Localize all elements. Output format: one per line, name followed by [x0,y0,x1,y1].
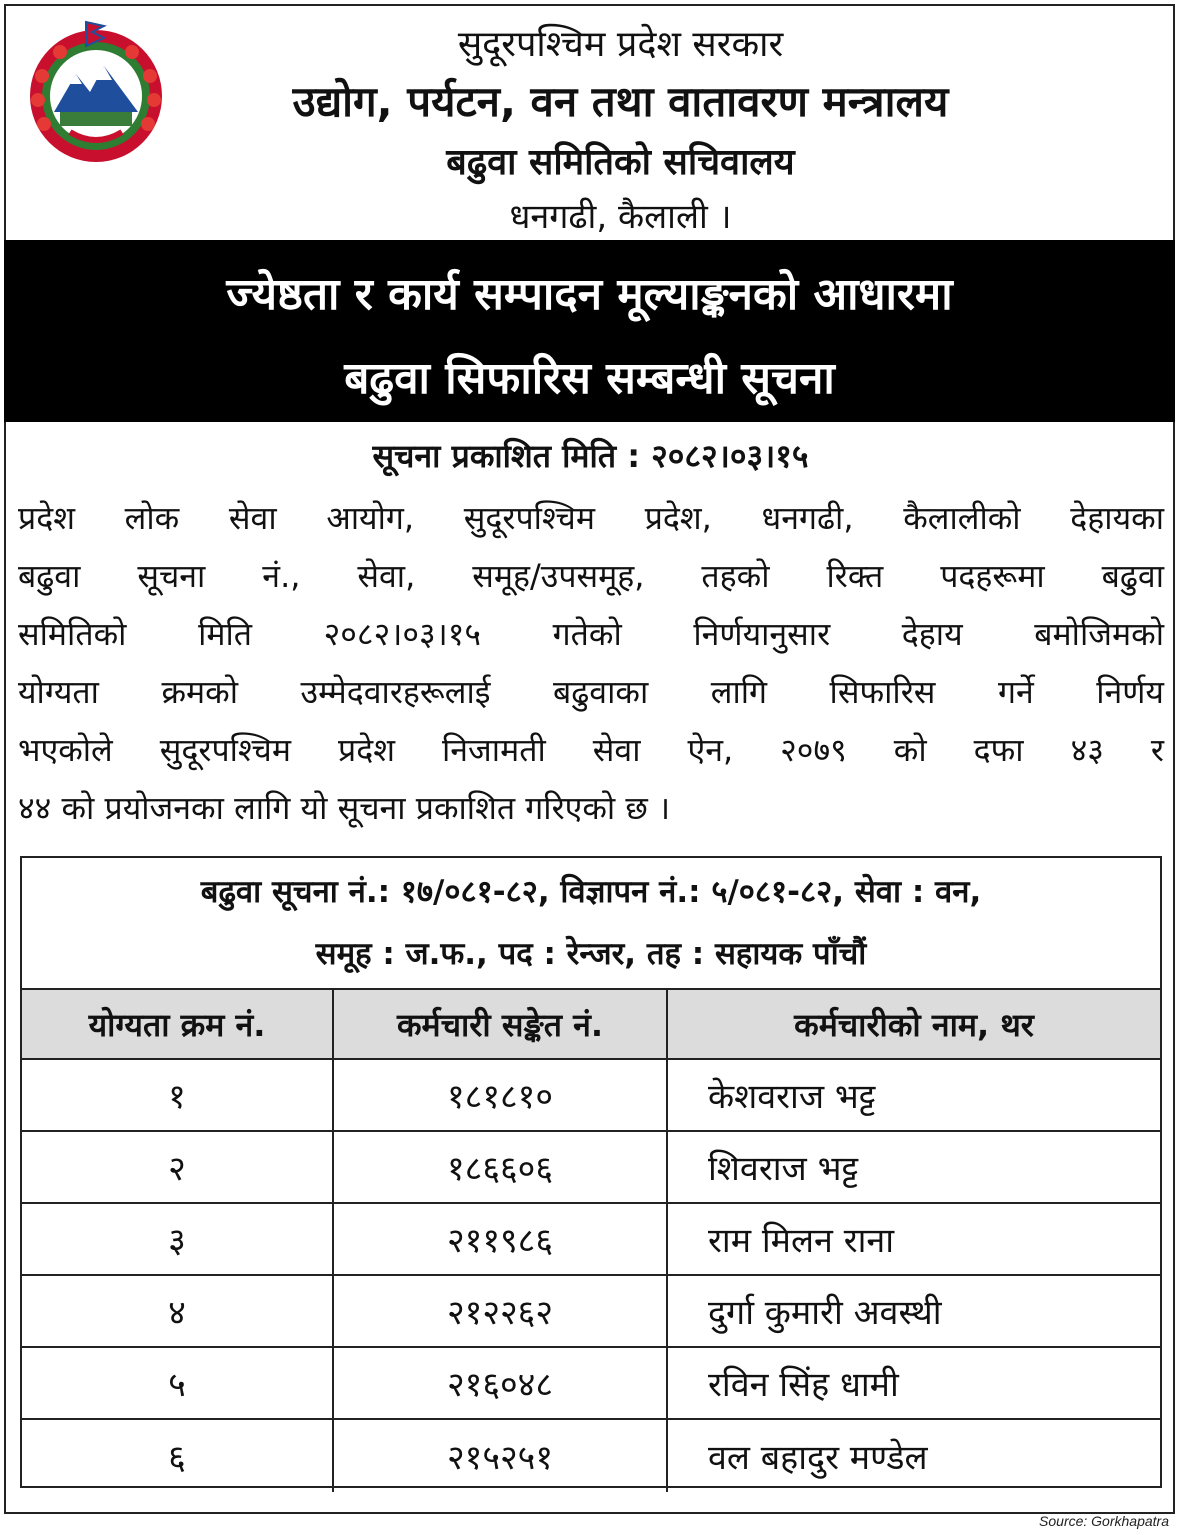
office-location: धनगढी, कैलाली । [509,197,732,237]
cell-employee-code: २१६०४८ [332,1348,666,1418]
notice-title-banner [4,240,1175,422]
ministry-name: उद्योग, पर्यटन, वन तथा वातावरण मन्त्रालय [292,77,949,126]
cell-employee-name: शिवराज भट्ट [666,1132,1160,1202]
header-merit-order: योग्यता क्रम नं. [88,1005,266,1044]
cell-employee-code: १८६६०६ [332,1132,666,1202]
cell-merit-order: ६ [168,1438,186,1478]
paragraph-line: प्रदेश लोक सेवा आयोग, सुदूरपश्चिम प्रदेश, धनगढी, कैलालीको देहायका [18,499,1164,537]
paragraph-line: समितिको मिति २०८२।०३।१५ गतेको निर्णयानुसार देहाय बमोजिमको [18,615,1164,653]
cell-merit-order: २ [168,1149,186,1189]
cell-merit-order: १ [168,1077,186,1117]
cell-employee-code: २११९८६ [332,1204,666,1274]
header-employee-name: कर्मचारीको नाम, थर [666,990,1160,1058]
table-row [22,1060,1160,1132]
cell-merit-order: ४ [168,1293,186,1333]
cell-employee-name: रविन सिंह धामी [666,1348,1160,1418]
table-caption-line1: बढुवा सूचना नं.: १७/०८१-८२, विज्ञापन नं.: ५/०८१-८२, सेवा : वन, [200,874,982,910]
table-caption-line2: समूह : ज.फ., पद : रेन्जर, तह : सहायक पाँचौं [315,936,867,972]
published-date: सूचना प्रकाशित मिति : २०८२।०३।१५ [372,437,809,475]
secretariat-name: बढुवा समितिको सचिवालय [446,142,795,183]
cell-employee-name: राम मिलन राना [666,1204,1160,1274]
notice-title-line1: ज्येष्ठता र कार्य सम्पादन मूल्याङ्कनको आधारमा [226,269,953,320]
notice-title-line2: बढुवा सिफारिस सम्बन्धी सूचना [344,353,835,404]
table-row [22,1276,1160,1348]
table-row [22,1204,1160,1276]
government-name: सुदूरपश्चिम प्रदेश सरकार [457,24,784,65]
cell-merit-order: ५ [168,1365,186,1405]
table-row [22,1348,1160,1420]
cell-employee-name: दुर्गा कुमारी अवस्थी [666,1276,1160,1346]
cell-employee-code: २१२२६२ [332,1276,666,1346]
header-employee-code: कर्मचारी सङ्केत नं. [332,990,666,1058]
table-row [22,1132,1160,1204]
cell-employee-name: केशवराज भट्ट [666,1060,1160,1130]
paragraph-line: योग्यता क्रमको उम्मेदवारहरूलाई बढुवाका लागि सिफारिस गर्ने निर्णय [18,673,1164,711]
table-header-row [22,988,1160,1060]
paragraph-line: बढुवा सूचना नं., सेवा, समूह/उपसमूह, तहको रिक्त पदहरूमा बढुवा [18,557,1164,595]
paragraph-line: भएकोले सुदूरपश्चिम प्रदेश निजामती सेवा ऐन, २०७९ को दफा ४३ र [18,731,1164,769]
source-credit: Source: Gorkhapatra [1039,1513,1169,1529]
paragraph-line: ४४ को प्रयोजनका लागि यो सूचना प्रकाशित गरिएको छ । [18,789,671,827]
cell-employee-code: १८१८१० [332,1060,666,1130]
cell-merit-order: ३ [168,1221,186,1261]
table-row [22,1420,1160,1492]
cell-employee-name: वल बहादुर मण्डेल [666,1420,1160,1492]
promotion-table [20,856,1162,1488]
cell-employee-code: २१५२५१ [332,1420,666,1492]
